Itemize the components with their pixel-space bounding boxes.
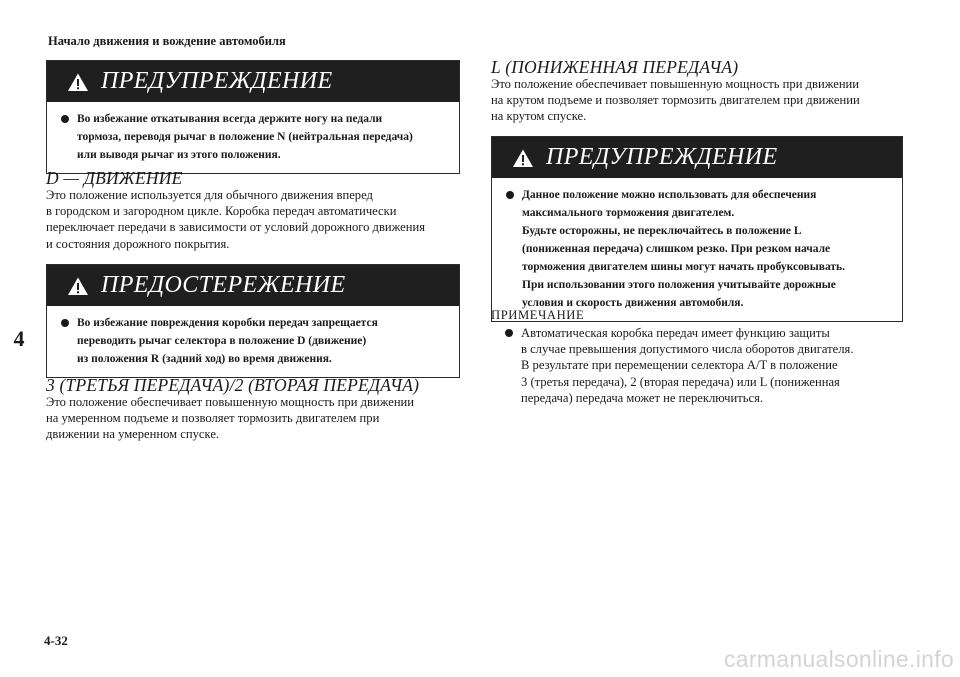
bullet-icon (61, 115, 69, 123)
warning-box-body (47, 102, 459, 173)
note-line: В результате при перемещении селектора A/T в положение (521, 358, 838, 373)
warning-l-text-line: Будьте осторожны, не переключайтесь в положение L (522, 225, 802, 237)
section-l-line: на крутом подъеме и позволяет тормозить двигателем при движении (491, 93, 860, 108)
section-l-line: Это положение обеспечивает повышенную мощность при движении (491, 77, 860, 91)
warning-box-header (47, 61, 459, 102)
bullet-icon (61, 319, 69, 327)
section-l-text (491, 76, 901, 125)
page-number: 4-32 (44, 633, 68, 648)
warning-box-l-title: ПРЕДУПРЕЖДЕНИЕ (546, 144, 778, 170)
warning-text-line: или выводя рычаг из этого положения. (77, 149, 281, 161)
warning-l-text-line: Данное положение можно использовать для обеспечения (522, 189, 817, 201)
warning-triangle-icon (67, 276, 89, 296)
warning-box-l-header (492, 137, 902, 178)
warning-box (46, 60, 460, 174)
warning-l-text-line: максимального торможения двигателем. (522, 207, 735, 219)
caution-box (46, 264, 460, 378)
running-header: Начало движения и вождение автомобиля (48, 34, 286, 48)
warning-triangle-icon (512, 148, 534, 168)
caution-text-line: из положения R (задний ход) во время движения. (77, 353, 332, 365)
warning-text-line: Во избежание откатывания всегда держите ногу на педали (77, 113, 383, 125)
chapter-tab (0, 309, 38, 369)
section-d-text (46, 187, 458, 252)
watermark: carmanualsonline.info (723, 646, 954, 672)
caution-text-line: Во избежание повреждения коробки передач запрещается (77, 317, 378, 329)
section-3-2-line: на умеренном подъеме и позволяет тормозить двигателем при (46, 411, 380, 426)
bullet-icon (506, 191, 514, 199)
note-body (505, 325, 854, 406)
section-d-line: и состояния дорожного покрытия. (46, 236, 230, 251)
warning-l-text-line: торможения двигателем шины могут начать пробуксовывать. (522, 261, 845, 273)
section-d-title: D — ДВИЖЕНИЕ (46, 168, 183, 188)
section-d-line: в городском и загородном цикле. Коробка передач автоматически (46, 204, 397, 219)
chapter-number: 4 (13, 326, 25, 351)
warning-box-l (491, 136, 903, 322)
section-3-2-line: движении на умеренном спуске. (46, 427, 220, 442)
note-label: ПРИМЕЧАНИЕ (491, 308, 585, 322)
section-3-2-title: 3 (ТРЕТЬЯ ПЕРЕДАЧА)/2 (ВТОРАЯ ПЕРЕДАЧА) (46, 375, 420, 395)
section-d-line: переключает передачи в зависимости от условий дорожного движения (46, 220, 426, 235)
warning-box-title: ПРЕДУПРЕЖДЕНИЕ (101, 68, 333, 94)
section-3-2-line: Это положение обеспечивает повышенную мощность при движении (46, 395, 415, 409)
warning-l-text-line: условия и скорость движения автомобиля. (522, 297, 744, 309)
note-line: передача) передача может не переключиться. (521, 390, 764, 405)
warning-l-text-line: (пониженная передача) слишком резко. При резком начале (522, 243, 831, 255)
caution-box-title: ПРЕДОСТЕРЕЖЕНИЕ (101, 272, 346, 298)
section-3-2-text (46, 394, 458, 443)
caution-box-body (47, 306, 459, 377)
note-line: 3 (третья передача), 2 (вторая передача) или L (пониженная (521, 374, 840, 389)
section-d-line: Это положение используется для обычного движения вперед (46, 188, 373, 202)
note-line: Автоматическая коробка передач имеет функцию защиты (521, 326, 830, 340)
note-line: в случае превышения допустимого числа оборотов двигателя. (521, 342, 854, 357)
caution-text-line: переводить рычаг селектора в положение D (движение) (77, 335, 367, 347)
warning-l-text-line: При использовании этого положения учитывайте дорожные (522, 279, 836, 291)
caution-box-header (47, 265, 459, 306)
section-l-title: L (ПОНИЖЕННАЯ ПЕРЕДАЧА) (491, 57, 739, 77)
section-l-line: на крутом спуске. (491, 109, 587, 124)
warning-triangle-icon (67, 72, 89, 92)
warning-text-line: тормоза, переводя рычаг в положение N (нейтральная передача) (77, 131, 413, 143)
bullet-icon (505, 329, 513, 337)
warning-box-l-body (492, 178, 902, 321)
